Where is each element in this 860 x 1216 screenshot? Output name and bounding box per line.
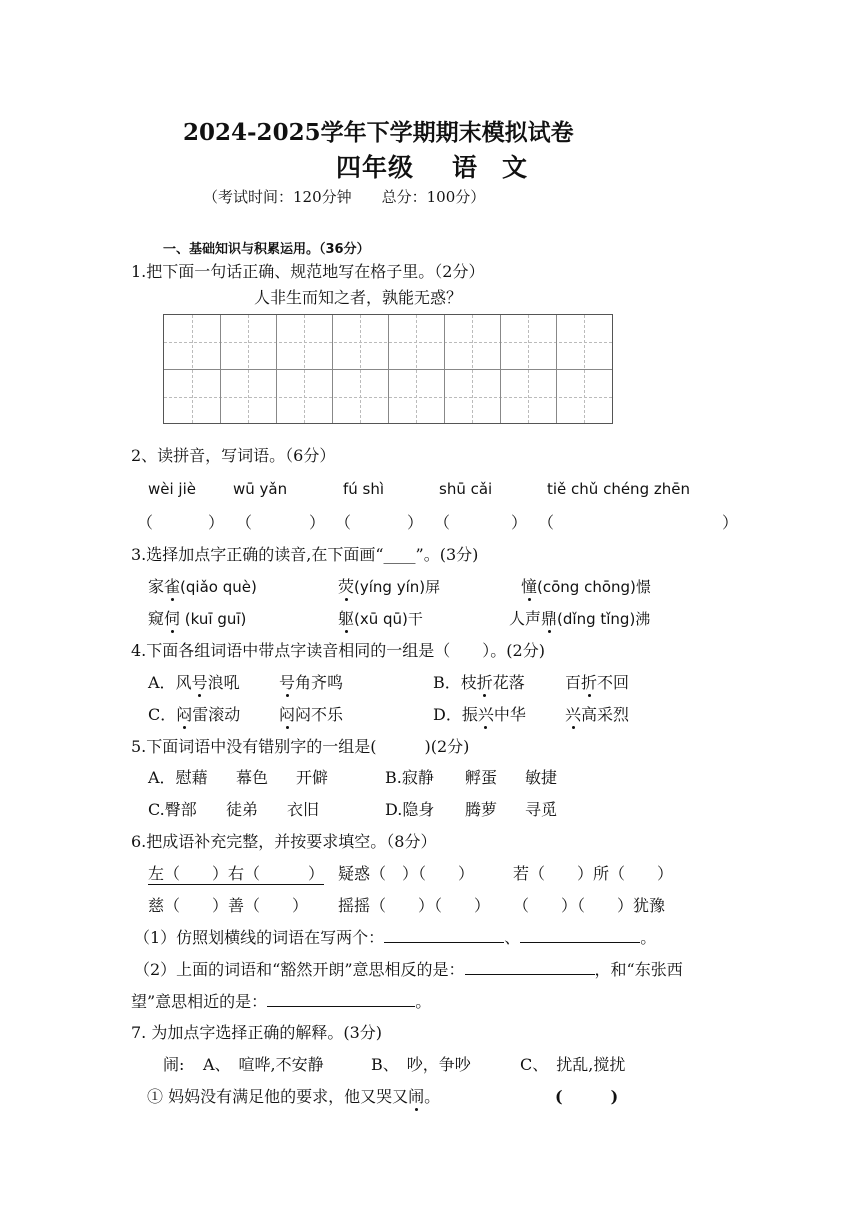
- answer-paren-open[interactable]: （: [335, 513, 352, 532]
- q7-def-c: C、 扰乱,搅扰: [520, 1055, 626, 1074]
- q3-item[interactable]: 荧(yíng yín)屏: [338, 577, 441, 596]
- pinyin-5: tiě chǔ chéng zhēn: [547, 480, 690, 498]
- answer-blank: [267, 992, 415, 1007]
- answer-paren-open[interactable]: （: [137, 513, 154, 532]
- dotted-char: 鼎: [541, 609, 558, 628]
- q5-word: 徒弟: [226, 800, 259, 819]
- q6-sub2-cont: 望”意思相近的是： 。: [131, 992, 432, 1011]
- exam-title: 2024-2025学年下学期期末模拟试卷: [183, 119, 574, 146]
- q5-word: 敏捷: [525, 768, 558, 787]
- dotted-char: 躯: [338, 609, 355, 628]
- q2-prompt: 2、读拼音，写词语。（6分）: [131, 446, 336, 465]
- q4-option-d[interactable]: D．振兴中华: [433, 705, 526, 724]
- q6-sub1: （1）仿照划横线的词语在写两个： 、 。: [134, 928, 657, 947]
- q4-option-a-word2: 号角齐鸣: [279, 673, 344, 692]
- q7-def-char: 闹:: [163, 1055, 185, 1074]
- q5-word: 衣旧: [287, 800, 320, 819]
- answer-paren-close: ）: [208, 513, 225, 532]
- dotted-char: 伺: [164, 609, 181, 628]
- q3-item[interactable]: 憧(cōng chōng)憬: [521, 577, 651, 596]
- pinyin-2: wū yǎn: [233, 480, 288, 498]
- answer-paren-open[interactable]: （: [538, 513, 555, 532]
- q5-option-c[interactable]: C.臀部: [148, 800, 197, 819]
- idiom-blank[interactable]: 摇摇（ ）（ ）: [338, 896, 491, 915]
- q4-option-d-word2: 兴高采烈: [565, 705, 630, 724]
- writing-grid[interactable]: [163, 314, 613, 424]
- idiom-blank[interactable]: 疑惑（ ）（ ）: [338, 864, 475, 883]
- dotted-char: 雀: [164, 577, 181, 596]
- pinyin-4: shū cǎi: [439, 480, 493, 498]
- answer-blank: [465, 960, 595, 975]
- answer-paren-open[interactable]: （: [236, 513, 253, 532]
- q5-word: 寻觅: [525, 800, 558, 819]
- q7-def-b: B、 吵，争吵: [371, 1055, 471, 1074]
- q5-prompt: 5.下面词语中没有错别字的一组是( )(2分): [131, 737, 470, 756]
- q4-option-b-word2: 百折不回: [565, 673, 630, 692]
- q7-prompt: 7. 为加点字选择正确的解释。(3分): [131, 1023, 383, 1042]
- q4-prompt: 4.下面各组词语中带点字读音相同的一组是（ ）。(2分): [131, 641, 545, 660]
- q5-option-d[interactable]: D.隐身: [385, 800, 435, 819]
- dotted-char: 憧: [521, 577, 538, 596]
- pinyin-1: wèi jiè: [148, 480, 196, 498]
- q1-sentence: 人非生而知之者，孰能无惑？: [254, 288, 463, 307]
- answer-blank: [384, 928, 504, 943]
- answer-paren-open[interactable]: （: [434, 513, 451, 532]
- q7-answer-paren[interactable]: ( ): [555, 1087, 619, 1106]
- q5-word: 开僻: [296, 768, 329, 787]
- answer-blank: [520, 928, 640, 943]
- idiom-blank[interactable]: （ ）（ ）犹豫: [513, 896, 666, 915]
- subject-char-1: 语: [452, 153, 479, 182]
- q4-option-b[interactable]: B．枝折花落: [433, 673, 525, 692]
- q5-word: 腾萝: [465, 800, 498, 819]
- exam-info: （考试时间：120分钟 总分：100分）: [203, 188, 486, 206]
- q6-sub2: （2）上面的词语和“豁然开朗”意思相反的是： ，和“东张西: [134, 960, 683, 979]
- q3-item[interactable]: 窥伺 (kuī guī): [148, 609, 247, 628]
- idiom-blank[interactable]: 若（ ）所（ ）: [513, 864, 674, 883]
- q1-prompt: 1.把下面一句话正确、规范地写在格子里。（2分）: [131, 262, 485, 281]
- answer-paren-close: ）: [722, 513, 739, 532]
- q7-def-a: A、 喧哗,不安静: [203, 1055, 324, 1074]
- answer-paren-close: ）: [407, 513, 424, 532]
- q5-word: 幕色: [236, 768, 269, 787]
- q4-option-c-word2: 闷闷不乐: [279, 705, 344, 724]
- q6-prompt: 6.把成语补充完整，并按要求填空。（8分）: [131, 832, 437, 851]
- dotted-char: 闹: [408, 1087, 425, 1106]
- q4-option-c[interactable]: C．闷雷滚动: [148, 705, 241, 724]
- dotted-char: 荧: [338, 577, 355, 596]
- q4-option-a[interactable]: A．风号浪吼: [148, 673, 240, 692]
- idiom-underlined[interactable]: 左（ ）右（ ）: [148, 864, 325, 883]
- idiom-blank[interactable]: 慈（ ）善（ ）: [148, 896, 309, 915]
- subject-char-2: 文: [502, 153, 529, 182]
- grade-label: 四年级: [336, 153, 415, 182]
- pinyin-3: fú shì: [343, 480, 385, 498]
- q3-item[interactable]: 人声鼎(dǐng tǐng)沸: [509, 609, 651, 628]
- q5-option-b[interactable]: B.寂静: [385, 768, 434, 787]
- q5-word: 孵蛋: [465, 768, 498, 787]
- answer-paren-close: ）: [309, 513, 326, 532]
- q3-item[interactable]: 家雀(qiǎo què): [148, 577, 257, 596]
- section-heading: 一、基础知识与积累运用。（36分）: [163, 242, 370, 257]
- answer-paren-close: ）: [511, 513, 528, 532]
- q5-option-a[interactable]: A．慰藉: [148, 768, 208, 787]
- q7-item-1: ① 妈妈没有满足他的要求，他又哭又闹。: [147, 1087, 441, 1106]
- q3-prompt: 3.选择加点字正确的读音,在下面画“____”。(3分): [131, 545, 479, 564]
- q3-item[interactable]: 躯(xū qū)干: [338, 609, 423, 628]
